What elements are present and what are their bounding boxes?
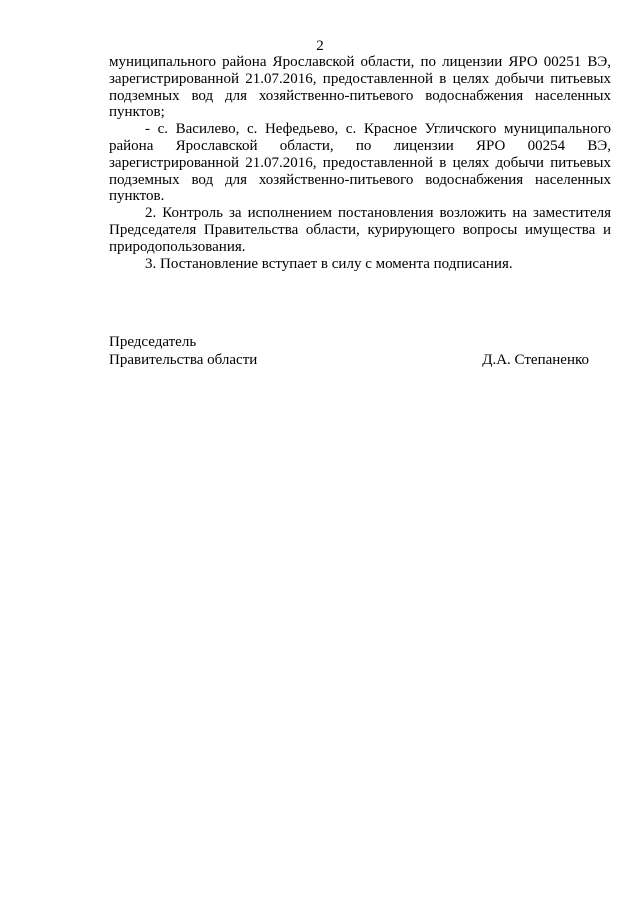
paragraph-continuation: муниципального района Ярославской области, по лицензии ЯРО 00251 ВЭ, зарегистрированной 21.07.2016, предоставленной в целях добычи питьевых подземных вод для хозяйственно-питьевого водоснабжения населенных пунктов; xyxy=(109,54,611,121)
document-body xyxy=(109,54,611,272)
signature-title-line2: Правительства области xyxy=(109,352,258,368)
page-number: 2 xyxy=(316,38,324,54)
paragraph-item-2: 2. Контроль за исполнением постановления возложить на заместителя Председателя Правительства области, курирующего вопросы имущества и природопользования. xyxy=(109,205,611,255)
signature-title-line1: Председатель xyxy=(109,334,197,350)
signatory-name: Д.А. Степаненко xyxy=(482,352,589,368)
signature-row xyxy=(109,351,589,369)
paragraph-item-3: 3. Постановление вступает в силу с момента подписания. xyxy=(145,255,513,272)
paragraph-list-item: - с. Василево, с. Нефедьево, с. Красное Угличского муниципального района Ярославской области, по лицензии ЯРО 00254 ВЭ, зарегистрированной 21.07.2016, предоставленной в целях добычи питьевых подземных вод для хозяйственно-питьевого водоснабжения населенных пунктов. xyxy=(109,121,611,205)
signature-block xyxy=(109,333,589,369)
